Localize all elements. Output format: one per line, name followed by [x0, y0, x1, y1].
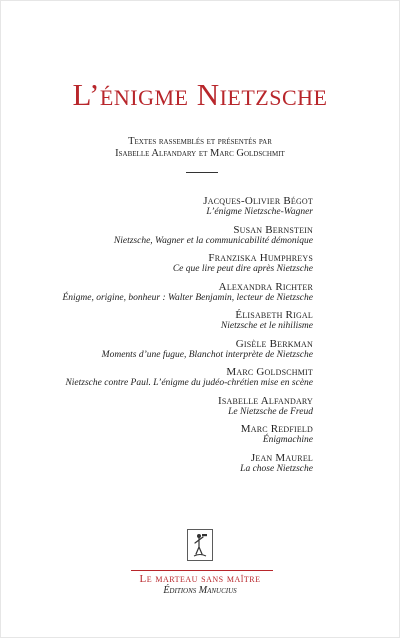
- contributor-name: Élisabeth Rigal: [235, 309, 313, 321]
- contribution-entry: [62, 281, 313, 305]
- editors-line-2: Isabelle Alfandary et Marc Goldschmit: [115, 148, 285, 159]
- contribution-entry: [62, 366, 313, 390]
- contribution-entry: [62, 224, 313, 248]
- essay-title: Nietzsche et le nihilisme: [220, 321, 313, 331]
- essay-title: La chose Nietzsche: [240, 463, 313, 474]
- contribution-entry: [62, 195, 313, 219]
- series-name: Le marteau sans maître: [139, 573, 261, 585]
- book-title: L’énigme Nietzsche: [72, 77, 328, 112]
- essay-title: Le Nietzsche de Freud: [228, 406, 313, 417]
- essay-title: Nietzsche contre Paul. L’énigme du judéo-chrétien mise en scène: [65, 378, 313, 388]
- essay-title: L’énigme Nietzsche-Wagner: [206, 207, 313, 217]
- contributor-name: Susan Bernstein: [233, 223, 313, 236]
- contributor-name: Marc Redfield: [240, 423, 313, 435]
- contributor-name: Gisèle Berkman: [235, 337, 313, 350]
- contributor-name: Jean Maurel: [250, 451, 313, 464]
- contribution-entry: [62, 423, 313, 447]
- publisher-divider: [131, 570, 273, 571]
- contributor-name: Franziska Humphreys: [208, 252, 313, 264]
- contributor-name: Isabelle Alfandary: [218, 394, 313, 407]
- contribution-entry: [62, 252, 313, 276]
- essay-title: Moments d’une fugue, Blanchot interprète de Nietzsche: [101, 349, 313, 360]
- contributor-name: Alexandra Richter: [218, 280, 313, 293]
- contribution-entry: [62, 452, 313, 476]
- contribution-entry: [62, 309, 313, 333]
- editors-line-1: Textes rassemblés et présentés par: [128, 136, 272, 147]
- contents-list: [62, 195, 313, 480]
- contribution-entry: [62, 395, 313, 419]
- essay-title: Ce que lire peut dire après Nietzsche: [172, 264, 313, 274]
- contributor-name: Marc Goldschmit: [226, 366, 313, 378]
- publisher-name: Éditions Manucius: [163, 585, 237, 596]
- contribution-entry: [62, 338, 313, 362]
- editors-credit: [1, 136, 399, 160]
- hammer-figure-emblem-icon: [187, 529, 213, 561]
- essay-title: Énigmachine: [262, 435, 313, 445]
- essay-title: Énigme, origine, bonheur : Walter Benjamin, lecteur de Nietzsche: [62, 292, 313, 303]
- essay-title: Nietzsche, Wagner et la communicabilité démonique: [113, 235, 313, 246]
- contributor-name: Jacques-Olivier Bégot: [203, 195, 313, 207]
- title-divider: [186, 172, 218, 173]
